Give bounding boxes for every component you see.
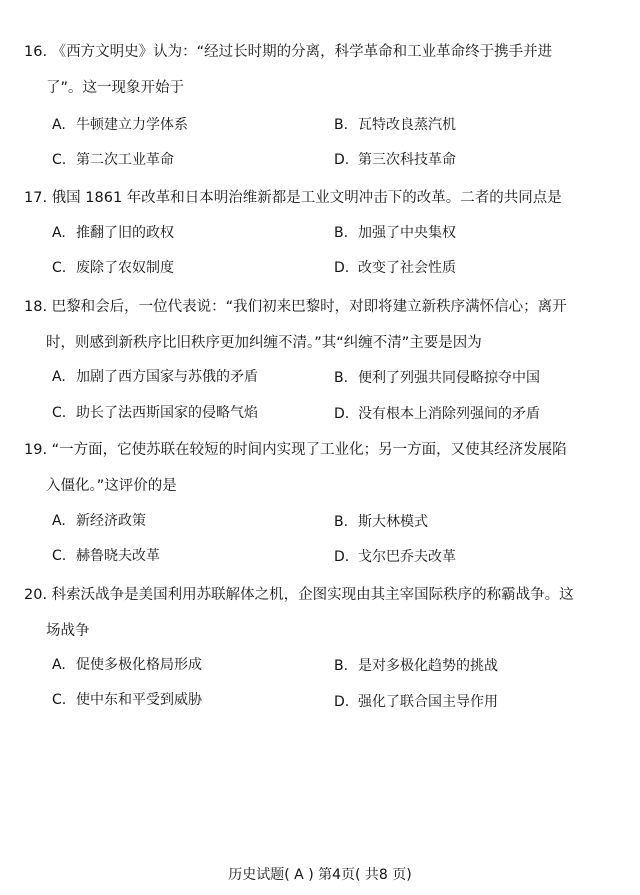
- question-stem-line: 了”。这一现象开始于: [46, 80, 185, 96]
- option-text: 强化了联合国主导作用: [358, 694, 498, 710]
- option-d: [334, 150, 456, 170]
- option-text: 助长了法西斯国家的侵略气焰: [76, 405, 258, 421]
- option-letter: B.: [334, 514, 349, 530]
- question-stem-line: 入僵化。”这评价的是: [46, 478, 177, 494]
- option-text: 第二次工业革命: [76, 152, 174, 168]
- option-text: 加强了中央集权: [358, 225, 456, 241]
- option-c: [52, 258, 174, 278]
- question-number: 17.: [24, 190, 48, 206]
- option-letter: A.: [52, 225, 66, 241]
- question-20: [24, 585, 574, 639]
- option-letter: C.: [52, 152, 67, 168]
- option-text: 便利了列强共同侵略掠夺中国: [358, 370, 540, 386]
- option-text: 赫鲁晓夫改革: [76, 548, 160, 564]
- option-text: 改变了社会性质: [358, 260, 456, 276]
- option-letter: C.: [52, 260, 67, 276]
- option-text: 加剧了西方国家与苏俄的矛盾: [76, 369, 258, 385]
- option-c: [52, 546, 160, 566]
- question-stem-line: 巴黎和会后，一位代表说：“我们初来巴黎时，对即将建立新秩序满怀信心；离开: [51, 299, 567, 315]
- page-footer: 历史试题( A ) 第4页( 共8 页): [228, 867, 412, 883]
- option-b: [334, 656, 498, 676]
- option-text: 促使多极化格局形成: [76, 657, 202, 673]
- option-b: [334, 115, 456, 135]
- option-text: 废除了农奴制度: [76, 260, 174, 276]
- option-a: [52, 367, 258, 387]
- option-d: [334, 404, 540, 424]
- question-stem-line: 时，则感到新秩序比旧秩序更加纠缠不清。”其“纠缠不清”主要是因为: [46, 335, 482, 351]
- option-letter: B.: [334, 370, 349, 386]
- question-17: [24, 188, 562, 208]
- option-d: [334, 547, 456, 567]
- option-text: 牛顿建立力学体系: [76, 117, 188, 133]
- option-a: [52, 223, 174, 243]
- option-letter: A.: [52, 657, 66, 673]
- option-text: 第三次科技革命: [358, 152, 456, 168]
- question-stem-line: 俄国 1861 年改革和日本明治维新都是工业文明冲击下的改革。二者的共同点是: [51, 190, 562, 206]
- option-letter: C.: [52, 405, 67, 421]
- question-stem-line: “一方面，它使苏联在较短的时间内实现了工业化；另一方面，又使其经济发展陷: [51, 442, 567, 458]
- option-text: 是对多极化趋势的挑战: [358, 658, 498, 674]
- option-text: 没有根本上消除列强间的矛盾: [358, 406, 540, 422]
- option-b: [334, 512, 428, 532]
- option-letter: B.: [334, 225, 349, 241]
- option-letter: A.: [52, 369, 66, 385]
- option-text: 瓦特改良蒸汽机: [358, 117, 456, 133]
- option-letter: B.: [334, 117, 349, 133]
- option-text: 新经济政策: [76, 513, 146, 529]
- option-letter: D.: [334, 152, 350, 168]
- option-letter: A.: [52, 513, 66, 529]
- question-number: 18.: [24, 299, 48, 315]
- option-b: [334, 368, 540, 388]
- option-a: [52, 115, 188, 135]
- option-letter: A.: [52, 117, 66, 133]
- option-text: 使中东和平受到威胁: [76, 692, 202, 708]
- option-d: [334, 258, 456, 278]
- question-stem-line: 场战争: [46, 623, 90, 639]
- option-letter: C.: [52, 692, 67, 708]
- option-c: [52, 690, 202, 710]
- option-c: [52, 150, 174, 170]
- option-letter: D.: [334, 260, 350, 276]
- option-letter: D.: [334, 549, 350, 565]
- question-number: 20.: [24, 587, 48, 603]
- option-a: [52, 511, 146, 531]
- question-number: 19.: [24, 442, 48, 458]
- option-text: 推翻了旧的政权: [76, 225, 174, 241]
- question-stem-line: 科索沃战争是美国利用苏联解体之机，企图实现由其主宰国际秩序的称霸战争。这: [51, 587, 574, 603]
- option-d: [334, 692, 498, 712]
- option-letter: D.: [334, 694, 350, 710]
- option-letter: D.: [334, 406, 350, 422]
- option-c: [52, 403, 258, 423]
- question-number: 16.: [24, 44, 48, 60]
- question-18: [24, 297, 567, 351]
- option-a: [52, 655, 202, 675]
- question-stem-line: 《西方文明史》认为：“经过长时期的分离，科学革命和工业革命终于携手并进: [51, 44, 553, 60]
- option-b: [334, 223, 456, 243]
- option-letter: C.: [52, 548, 67, 564]
- question-19: [24, 440, 567, 494]
- option-text: 斯大林模式: [358, 514, 428, 530]
- question-16: [24, 42, 553, 96]
- option-letter: B.: [334, 658, 349, 674]
- option-text: 戈尔巴乔夫改革: [358, 549, 456, 565]
